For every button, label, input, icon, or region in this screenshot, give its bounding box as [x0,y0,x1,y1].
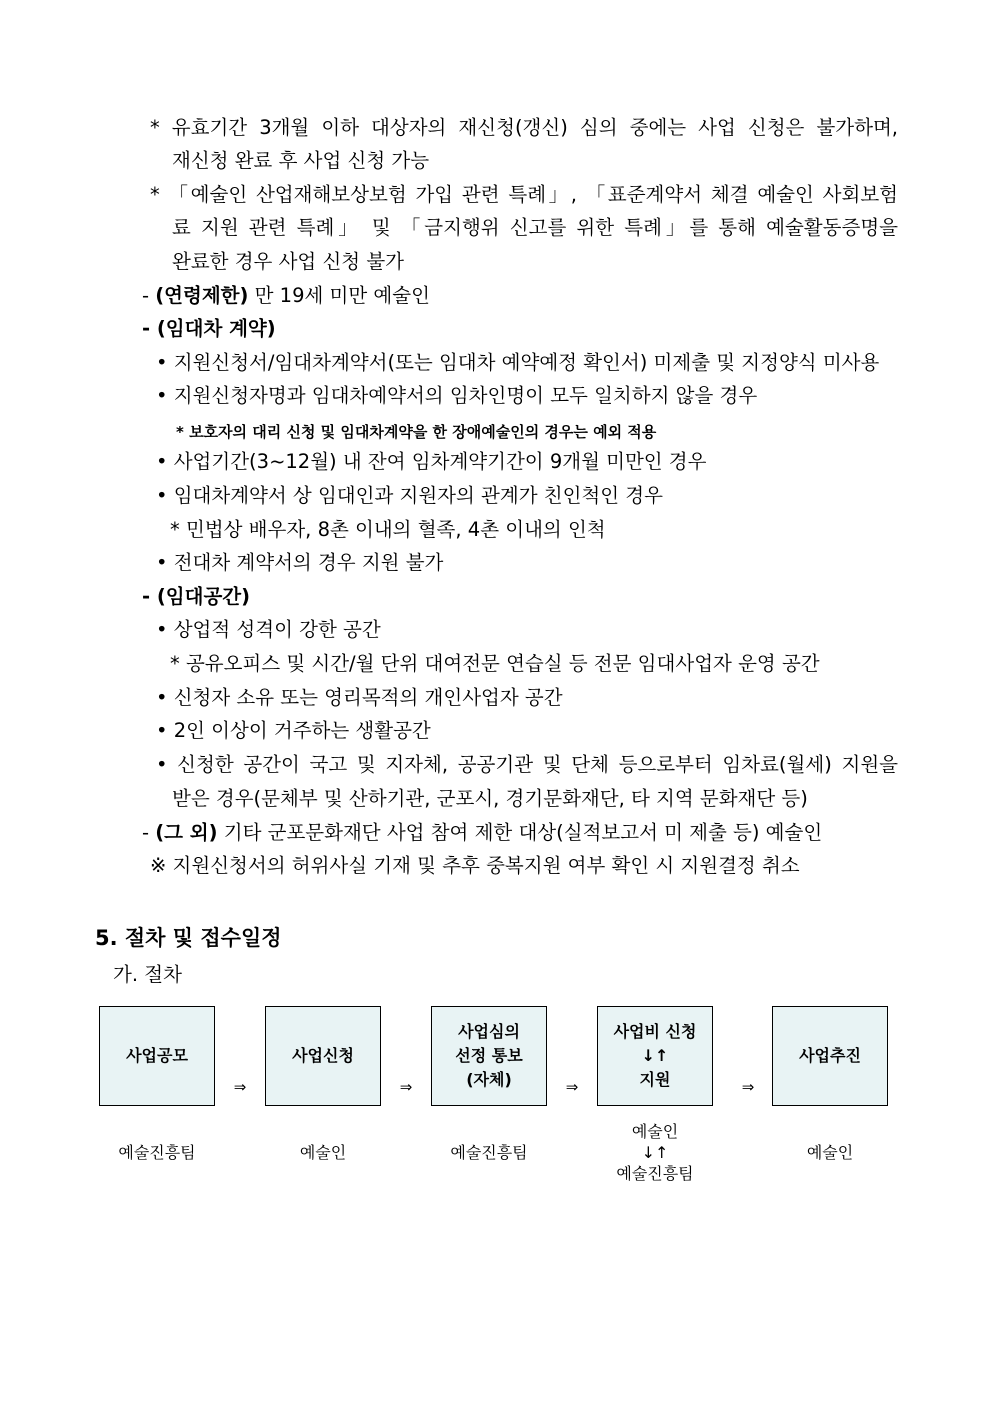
other-label: (그 외) [155,821,218,844]
step-box-execution [772,1006,888,1106]
other-text: 기타 군포문화재단 사업 참여 제한 대상(실적보고서 미 제출 등) 예술인 [223,821,823,844]
note-renewal-line1: * 유효기간 3개월 이하 대상자의 재신청(갱신) 심의 중에는 사업 신청은 불가하며, [150,116,898,139]
actor-4-arrows: ↓↑ [641,1143,669,1162]
step-4-line3: 지원 [639,1070,671,1089]
step-3-line3: (자체) [466,1070,512,1089]
actor-4-line1: 예술인 [631,1122,679,1141]
step-4-arrows: ↓↑ [641,1046,669,1065]
cancellation-notice: ※ 지원신청서의 허위사실 기재 및 추후 중복지원 여부 확인 시 지원결정 취소 [150,854,800,877]
space-item-4-line1: • 신청한 공간이 국고 및 지자체, 공공기관 및 단체 등으로부터 임차료(월세) 지원을 [156,753,898,776]
other-item [142,820,822,846]
lease-item-5: • 전대차 계약서의 경우 지원 불가 [156,551,444,574]
step-box-application [265,1006,381,1106]
step-2-text: 사업신청 [292,1046,354,1065]
space-item-4-line2: 받은 경우(문체부 및 산하기관, 군포시, 경기문화재단, 타 지역 문화재단 등) [172,787,808,810]
actor-label-4 [580,1121,730,1184]
flow-arrow-1: ⇒ [233,1078,247,1096]
flow-arrow-4: ⇒ [741,1078,755,1096]
step-5-text: 사업추진 [799,1046,861,1065]
step-3-line2: 선정 통보 [455,1046,523,1065]
actor-label-3: 예술진흥팀 [450,1143,528,1162]
age-label: (연령제한) [155,284,249,307]
lease-item-1: • 지원신청서/임대차계약서(또는 임대차 예약예정 확인서) 미제출 및 지정양식 미사용 [156,351,880,374]
lease-item-2: • 지원신청자명과 임대차예약서의 임차인명이 모두 일치하지 않을 경우 [156,384,758,407]
lease-heading: - (임대차 계약) [142,317,276,340]
actor-label-1: 예술진흥팀 [118,1143,196,1162]
other-dash: - [142,821,150,844]
space-item-3: • 2인 이상이 거주하는 생활공간 [156,719,431,742]
lease-item-4: • 임대차계약서 상 임대인과 지원자의 관계가 친인척인 경우 [156,484,663,507]
lease-item-3: • 사업기간(3~12월) 내 잔여 임차계약기간이 9개월 미만인 경우 [156,450,707,473]
flow-arrow-3: ⇒ [565,1078,579,1096]
lease-item-4-note: * 민법상 배우자, 8촌 이내의 혈족, 4촌 이내의 인척 [170,518,606,541]
step-3-line1: 사업심의 [458,1022,520,1041]
actor-label-5: 예술인 [806,1143,854,1162]
actor-4-line3: 예술진흥팀 [616,1164,694,1183]
space-item-1: • 상업적 성격이 강한 공간 [156,618,381,641]
space-item-1-note: * 공유오피스 및 시간/월 단위 대여전문 연습실 등 전문 임대사업자 운영 공간 [170,652,820,675]
note-special-line2: 료 지원 관련 특례」 및 「금지행위 신고를 위한 특례」를 통해 예술활동증명을 [172,216,898,239]
age-limit-item [142,283,430,309]
step-box-announcement [99,1006,215,1106]
lease-item-2-note: * 보호자의 대리 신청 및 임대차계약을 한 장애예술인의 경우는 예외 적용 [176,423,657,441]
section-title: 5. 절차 및 접수일정 [95,926,282,950]
note-special-line3: 완료한 경우 사업 신청 불가 [172,250,405,273]
age-text: 만 19세 미만 예술인 [254,284,430,307]
section-subtitle: 가. 절차 [113,963,182,986]
step-4-line1: 사업비 신청 [613,1022,697,1041]
step-1-text: 사업공모 [126,1046,188,1065]
actor-label-2: 예술인 [299,1143,347,1162]
step-box-review [431,1006,547,1106]
age-dash: - [142,284,150,307]
note-renewal-line2: 재신청 완료 후 사업 신청 가능 [172,149,430,172]
flow-arrow-2: ⇒ [399,1078,413,1096]
space-heading: - (임대공간) [142,585,251,608]
note-special-line1: * 「예술인 산업재해보상보험 가입 관련 특례」, 「표준계약서 체결 예술인 사회보험 [150,183,898,206]
step-box-funding [597,1006,713,1106]
space-item-2: • 신청자 소유 또는 영리목적의 개인사업자 공간 [156,686,563,709]
